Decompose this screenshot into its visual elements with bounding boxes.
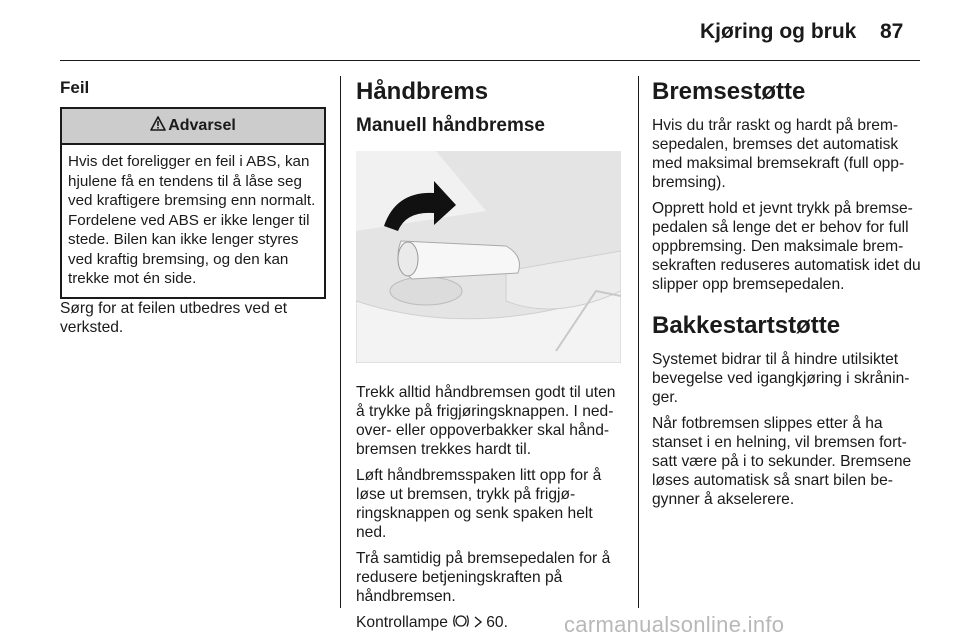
- section-heading-bakkestartstotte: Bakkestartstøtte: [652, 312, 841, 339]
- column-divider-right: [638, 76, 639, 608]
- section-heading-handbrems: Håndbrems: [356, 78, 489, 105]
- warning-header: [62, 109, 324, 145]
- header-rule: [60, 60, 920, 61]
- warning-title: Advarsel: [168, 117, 236, 134]
- handbrake-paragraph-3: Trå samtidig på bremsepedalen for å redusere betjeningskraften på håndbremsen.: [356, 550, 611, 605]
- control-lamp-ref: 60.: [486, 614, 508, 631]
- column-divider-left: [340, 76, 341, 608]
- handbrake-illustration: [356, 151, 621, 363]
- watermark: carmanualsonline.info: [564, 612, 785, 637]
- left-column: [60, 74, 326, 344]
- warning-body: Hvis det foreligger en feil i ABS, kan hjulene få en tendens til å låse seg ved kraftigere bremsing enn normalt. Fordelene ved ABS er ikke lenger til stede. Bilen kan ikke lenger styres ved kraftig bremsing, og den kan trekke mot én side.: [68, 153, 316, 287]
- section-heading-bremsestotte: Bremsestøtte: [652, 78, 806, 105]
- header-title: Kjøring og bruk: [700, 20, 857, 43]
- handbrake-paragraph-2: Løft håndbremsspaken litt opp for å løse ut bremsen, trykk på frigjø-ringsknappen og senk spaken helt ned.: [356, 467, 602, 541]
- brake-warning-lamp-icon: [452, 613, 470, 629]
- page-number: 87: [880, 20, 904, 43]
- subheading-manuell-handbremse: Manuell håndbremse: [356, 115, 545, 136]
- control-lamp-label: Kontrollampe: [356, 614, 448, 631]
- left-paragraph: Sørg for at feilen utbedres ved et verksted.: [60, 299, 288, 336]
- section-heading-feil: Feil: [60, 78, 90, 97]
- bakkestart-paragraph-1: Systemet bidrar til å hindre utilsiktet bevegelse ved igangkjøring i skrånin-ger.: [652, 351, 910, 406]
- warning-box: [60, 107, 326, 299]
- right-column: [652, 74, 922, 516]
- warning-triangle-icon: [150, 116, 166, 131]
- bremsestotte-paragraph-2: Opprett hold et jevnt trykk på bremse-pedalen så lenge det er behov for full oppbremsing. Den maksimale brem-sekraften reduseres automatisk idet du slipper opp bremsepedalen.: [652, 200, 921, 293]
- page-reference-icon: [473, 616, 483, 628]
- bakkestart-paragraph-2: Når fotbremsen slippes etter å ha stanset i en helning, vil bremsen fort-satt være på i to sekunder. Bremsene løses automatisk så snart bilen be-gynner å akselerere.: [652, 415, 912, 508]
- middle-column: [356, 74, 624, 639]
- handbrake-paragraph-1: Trekk alltid håndbremsen godt til uten å trykke på frigjøringsknappen. I ned-over- eller oppoverbakker skal hånd-bremsen trekkes hardt til.: [356, 384, 616, 458]
- bremsestotte-paragraph-1: Hvis du trår raskt og hardt på brem-sepedalen, bremses det automatisk med maksimal bremsekraft (full opp-bremsing).: [652, 117, 905, 191]
